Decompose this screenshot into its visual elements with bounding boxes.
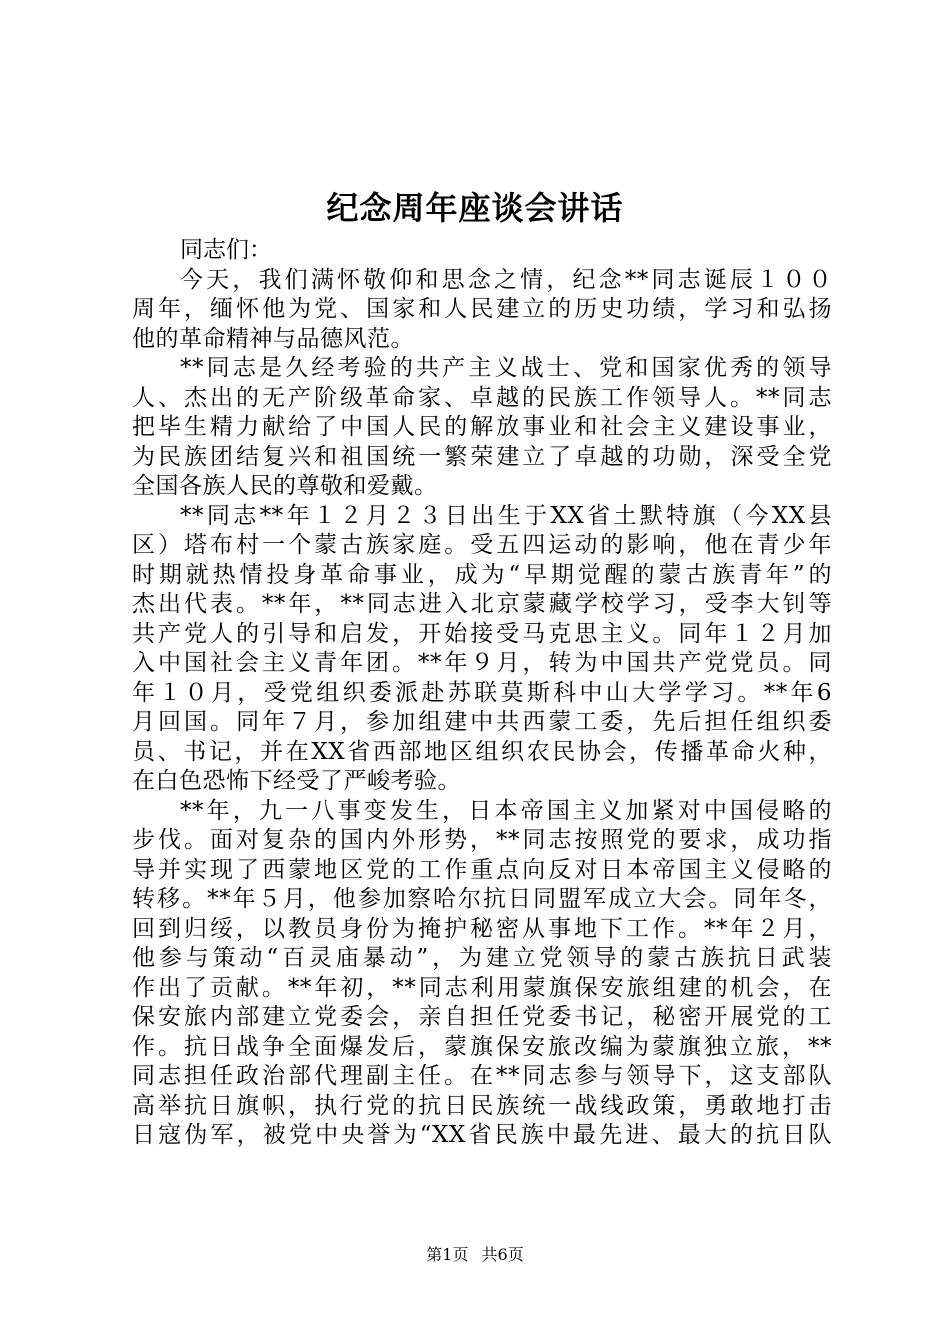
paragraph-line: 转移。**年５月，他参加察哈尔抗日同盟军成立大会。同年冬， — [132, 886, 832, 912]
paragraph-line: 他参与策动“百灵庙暴动”，为建立党领导的蒙古族抗日武装 — [132, 945, 832, 971]
paragraph-line: 导并实现了西蒙地区党的工作重点向反对日本帝国主义侵略的 — [132, 856, 832, 883]
page-footer — [0, 1244, 950, 1266]
paragraph-line: 年１０月，受党组织委派赴苏联莫斯科中山大学学习。**年6 — [132, 679, 832, 706]
paragraph — [132, 502, 832, 797]
paragraph-line: **同志**年１２月２３日出生于XX省土默特旗（今XX县 — [180, 502, 832, 529]
paragraph-line: 周年，缅怀他为党、国家和人民建立的历史功绩，学习和弘扬 — [132, 296, 832, 322]
paragraph-line: 员、书记，并在XX省西部地区组织农民协会，传播革命火种， — [132, 738, 832, 765]
paragraph-line: 在白色恐怖下经受了严峻考验。 — [132, 768, 461, 794]
paragraph-line: 入中国社会主义青年团。**年９月，转为中国共产党党员。同 — [132, 650, 832, 676]
paragraph-line: 作出了贡献。**年初，**同志利用蒙旗保安旅组建的机会，在 — [132, 974, 832, 1001]
paragraph-line: 步伐。面对复杂的国内外形势，**同志按照党的要求，成功指 — [132, 827, 832, 853]
paragraph-line: 回到归绥，以教员身份为掩护秘密从事地下工作。**年２月， — [132, 915, 832, 942]
paragraph-line: 月回国。同年７月，参加组建中共西蒙工委，先后担任组织委 — [132, 709, 832, 735]
paragraph-line: 杰出代表。**年，**同志进入北京蒙藏学校学习，受李大钊等 — [132, 591, 832, 617]
paragraph-line: 高举抗日旗帜，执行党的抗日民族统一战线政策，勇敢地打击 — [132, 1092, 832, 1119]
paragraph-line: 时期就热情投身革命事业，成为“早期觉醒的蒙古族青年”的 — [132, 561, 832, 588]
paragraph — [132, 354, 832, 502]
paragraph-line: 区）塔布村一个蒙古族家庭。受五四运动的影响，他在青少年 — [132, 532, 832, 558]
paragraph-line: 日寇伪军，被党中央誉为“XX省民族中最先进、最大的抗日队 — [132, 1122, 832, 1148]
paragraph-line: 人、杰出的无产阶级革命家、卓越的民族工作领导人。**同志 — [132, 384, 832, 411]
paragraph-line: **年，九一八事变发生，日本帝国主义加紧对中国侵略的 — [180, 797, 832, 824]
paragraph-line: 为民族团结复兴和祖国统一繁荣建立了卓越的功勋，深受全党 — [132, 443, 832, 470]
paragraph-line: 全国各族人民的尊敬和爱戴。 — [132, 473, 438, 499]
page-number: 第1页 — [426, 1245, 469, 1264]
paragraph-line: 他的革命精神与品德风范。 — [132, 325, 414, 352]
paragraph — [132, 797, 832, 1151]
paragraph-line: 共产党人的引导和启发，开始接受马克思主义。同年１２月加 — [132, 620, 832, 647]
paragraph-line: 把毕生精力献给了中国人民的解放事业和社会主义建设事业， — [132, 414, 832, 440]
paragraph-line: 保安旅内部建立党委会，亲自担任党委书记，秘密开展党的工 — [132, 1004, 832, 1030]
document-title: 纪念周年座谈会讲话 — [326, 189, 624, 227]
paragraph — [132, 266, 832, 355]
document-body — [132, 236, 832, 1151]
paragraph-line: **同志是久经考验的共产主义战士、党和国家优秀的领导 — [180, 355, 832, 381]
paragraph-line: 作。抗日战争全面爆发后，蒙旗保安旅改编为蒙旗独立旅，** — [132, 1033, 832, 1060]
paragraph-line: 同志担任政治部代理副主任。在**同志参与领导下，这支部队 — [132, 1063, 832, 1089]
page-total: 共6页 — [481, 1245, 524, 1264]
paragraph-line: 今天，我们满怀敬仰和思念之情，纪念**同志诞辰１００ — [180, 266, 832, 293]
salutation: 同志们： — [180, 237, 272, 263]
